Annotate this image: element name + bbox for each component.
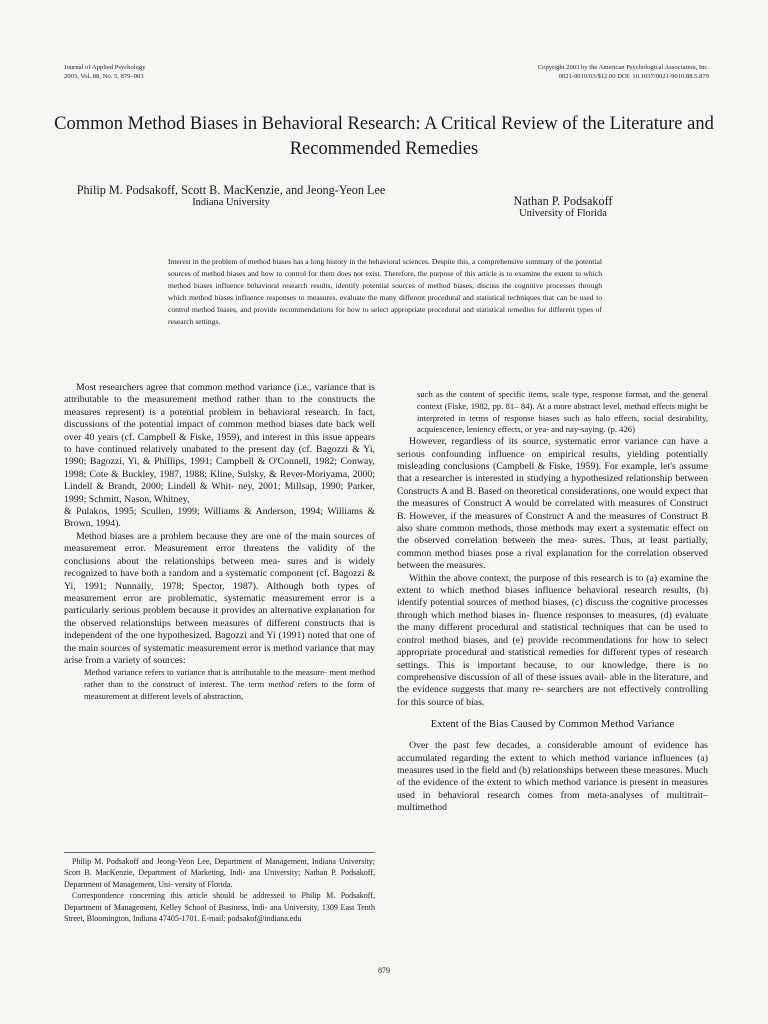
affiliation-2: University of Florida	[519, 208, 607, 219]
intro-paragraph-1: Most researchers agree that common method variance (i.e., variance that is attributable to the measurement method rather than to the constructs the measures represent) is a potential problem in behavioral research. In fact, discussions of the potential impact of common method biases date back well over 40 years (cf. Campbell & Fiske, 1959), and interest in this issue appears to have continued relatively unabated to the present day (cf. Bagozzi & Yi, 1990; Bagozzi, Yi, & Phillips, 1991; Campbell & O'Connell, 1982; Conway, 1998; Cote & Buckley, 1987, 1988; Kline, Sulsky, & Rever-Moriyama, 2000; Lindell & Brandt, 2000; Lindell & Whit- ney, 2001; Millsap, 1990; Parker, 1999; Schmitt, Nason, Whitney,	[64, 382, 375, 505]
quote-text-a: Method variance refers to variance that is attributable to the measure- ment method rather than to the construct of interest. The term	[84, 667, 375, 690]
author-footnotes	[64, 852, 375, 924]
footnote-correspondence: Correspondence concerning this article should be addressed to Philip M. Podsakoff, Department of Management, Kelley School of Business, Indi- ana University, 1309 East Tenth Street, Bloomington, Indiana 47405-1701. E-mail: podsakof@indiana.edu	[64, 891, 375, 924]
quote-emphasis: method	[268, 679, 294, 690]
body-paragraph-3: However, regardless of its source, systematic error variance can have a serious confounding influence on empirical results, yielding potentially misleading conclusions (Campbell & Fiske, 1959). For example, let's assume that a researcher is interested in studying a hypothesized relationship between Constructs A and B. Based on theoretical considerations, one would expect that the measures of Construct A would be correlated with measures of Construct B. However, if the measures of Construct A and the measures of Construct B also share common methods, those methods may exert a systematic effect on the observed correlation between the mea- sures. Thus, at least partially, common method biases pose a rival explanation for the correlation observed between the measures.	[397, 436, 708, 572]
article-title: Common Method Biases in Behavioral Research: A Critical Review of the Literature and Recommended Remedies	[54, 114, 714, 159]
quote-text-b: refers to the form of measurement at different levels of abstraction,	[84, 679, 375, 701]
journal-name: Journal of Applied Psychology	[64, 64, 146, 71]
author-names-1: Philip M. Podsakoff, Scott B. MacKenzie, and Jeong-Yeon Lee	[76, 183, 386, 197]
right-column	[397, 389, 708, 815]
copyright-line: Copyright 2003 by the American Psychological Association, Inc.	[537, 64, 709, 71]
author-block-2	[455, 194, 671, 220]
journal-volume: 2003, Vol. 88, No. 5, 879–903	[64, 72, 144, 80]
author-block-1	[70, 183, 392, 209]
author-names-2: Nathan P. Podsakoff	[513, 194, 613, 208]
block-quote-start	[64, 667, 375, 702]
intro-paragraph-2: Method biases are a problem because they are one of the main sources of measurement error. Measurement error threatens the validity of the conclusions about the relationships between mea- sures and is widely recognized to have both a random and a systematic component (cf. Bagozzi & Yi, 1991; Nunnally, 1978; Spector, 1987). Although both types of measurement error are problematic, systematic measurement error is a particularly serious problem because it provides an alternative explanation for the observed relationships between measures of different constructs that is independent of the one hypothesized. Bagozzi and Yi (1991) noted that one of the main sources of systematic measurement error is method variance that may arise from a variety of sources:	[64, 530, 375, 666]
block-quote-continued: such as the content of specific items, scale type, response format, and the general context (Fiske, 1982, pp. 81– 84). At a more abstract level, method effects might be interpreted in terms of response biases such as halo effects, social desirability, acquiescence, leniency effects, or yea- and nay-saying. (p. 426)	[417, 389, 708, 435]
intro-paragraph-1-cont: & Pulakos, 1995; Scullen, 1999; Williams & Anderson, 1994; Williams & Brown, 1994).	[64, 506, 375, 530]
abstract: Interest in the problem of method biases has a long history in the behavioral sciences. Despite this, a comprehensive summary of the potential sources of method biases and how to control for them does not exist. Therefore, the purpose of this article is to examine the extent to which method biases influence behavioral research results, identify potential sources of method biases, discuss the cognitive processes through which method biases influence responses to measures, evaluate the many different procedural and statistical techniques that can be used to control method biases, and provide recommendations for how to select appropriate procedural and statistical remedies for different types of research settings.	[168, 257, 602, 327]
copyright-notice	[538, 64, 709, 81]
journal-citation	[64, 64, 146, 81]
section-heading: Extent of the Bias Caused by Common Method Variance	[430, 719, 675, 731]
page-number: 879	[378, 966, 390, 975]
body-paragraph-4: Within the above context, the purpose of this research is to (a) examine the extent to which method biases influence behavioral research results, (b) identify potential sources of method biases, (c) discuss the cognitive processes through which method biases in- fluence responses to measures, (d) evaluate the many different procedural and statistical techniques that can be used to control method biases, and (e) provide recommendations for how to select appropriate procedural and statistical remedies for different types of research settings. This is important because, to our knowledge, there is no comprehensive discussion of all of these issues avail- able in the literature, and the evidence suggests that many re- searchers are not effectively controlling for this source of bias.	[397, 572, 708, 708]
body-paragraph-5: Over the past few decades, a considerable amount of evidence has accumulated regarding the extent to which method variance influences (a) measures used in the field and (b) relationships between these measures. Much of the evidence of the extent to which method variance is present in measures used in behavioral research comes from meta-analyses of multitrait–multimethod	[397, 740, 708, 814]
affiliation-1: Indiana University	[192, 197, 270, 208]
left-column	[64, 382, 375, 703]
doi-line: 0021-9010/03/$12.00 DOI: 10.1037/0021-9010.88.5.879	[558, 72, 709, 80]
footnote-affiliations: Philip M. Podsakoff and Jeong-Yeon Lee, Department of Management, Indiana University; Scott B. MacKenzie, Department of Marketing, Indi- ana University; Nathan P. Podsakoff, Department of Management, Uni- versity of Florida.	[64, 857, 375, 889]
